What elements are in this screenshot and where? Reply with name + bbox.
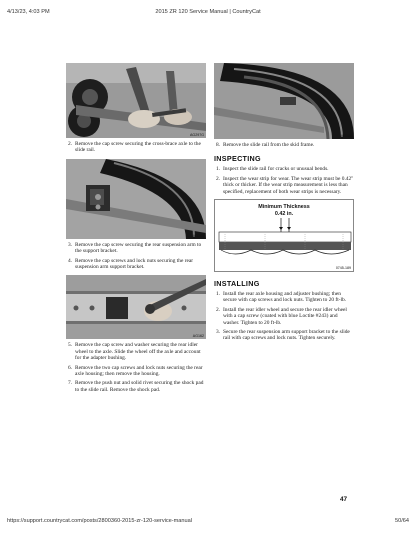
print-header bbox=[0, 9, 416, 15]
figure-code: 0745-189 bbox=[335, 266, 351, 271]
installing-step-2: 2. Install the rear idler wheel and secure the rear idler wheel with a cap screw (coated with blue Loctite #243) and washer. Tighten to 20 ft-lb. bbox=[216, 306, 347, 326]
installing-step-1: 1. Install the rear axle housing and adjuster bushing; then secure with cap screws and lock nuts. Tighten to 20 ft-lb. bbox=[216, 291, 347, 304]
figure-code: AG162 bbox=[192, 334, 204, 339]
step-7: 7. Remove the push nut and solid rivet securing the shock pad to the slide rail. Remove the shock pad. bbox=[68, 380, 204, 393]
step-2: 2. Remove the cap screw securing the cross-brace axle to the slide rail. bbox=[68, 141, 201, 154]
diagram-title: Minimum Thickness 0.42 in. bbox=[258, 204, 310, 217]
photo-rear-axle-housing bbox=[66, 275, 206, 339]
left-column bbox=[66, 63, 206, 393]
photo-cross-brace-axle bbox=[66, 63, 206, 138]
print-datetime: 4/13/23, 4:03 PM bbox=[7, 9, 50, 15]
figure-code: AG161 bbox=[340, 134, 352, 138]
inspecting-step-2: 2. Inspect the wear strip for wear. The wear strip must be 0.42" thick or thicker. If the wear strip measurement is less than specified, replacement of both wear strips is necessary. bbox=[216, 175, 354, 195]
page-number: 47 bbox=[340, 496, 348, 503]
print-url: https://support.countrycat.com/posts/2800360-2015-zr-120-service-manual bbox=[7, 518, 192, 524]
step-3: 3. Remove the cap screw securing the rear suspension arm to the support bracket. bbox=[68, 241, 202, 255]
installing-step-3: 3. Secure the rear suspension arm support bracket to the slide rail with cap screws and lock nuts. Tighten securely. bbox=[216, 329, 350, 342]
installing-heading: INSTALLING bbox=[214, 279, 260, 289]
inspecting-step-1: 1. Inspect the slide rail for cracks or unusual bends. bbox=[216, 166, 329, 173]
print-footer bbox=[0, 518, 416, 524]
step-8: 8. Remove the slide rail from the skid frame. bbox=[216, 142, 315, 148]
figure-code: AG297G bbox=[190, 133, 204, 137]
step-5: 5. Remove the cap screw and washer securing the rear idler wheel to the axle. Slide the wheel off the axle and account for the adapter bushing. bbox=[68, 342, 201, 362]
print-page-count: 50/64 bbox=[395, 518, 409, 524]
wear-strip-diagram bbox=[214, 199, 354, 272]
figure-code: AG160 bbox=[192, 233, 204, 238]
step-4: 4. Remove the cap screws and lock nuts securing the rear suspension arm support bracket. bbox=[68, 257, 194, 271]
right-column bbox=[214, 63, 354, 342]
photo-slide-rail bbox=[214, 63, 354, 139]
step-6: 6. Remove the two cap screws and lock nuts securing the rear axle housing; then remove the housing. bbox=[68, 364, 203, 378]
photo-suspension-arm bbox=[66, 159, 206, 239]
print-title: 2015 ZR 120 Service Manual | CountryCat bbox=[155, 9, 261, 15]
inspecting-heading: INSPECTING bbox=[214, 154, 261, 164]
